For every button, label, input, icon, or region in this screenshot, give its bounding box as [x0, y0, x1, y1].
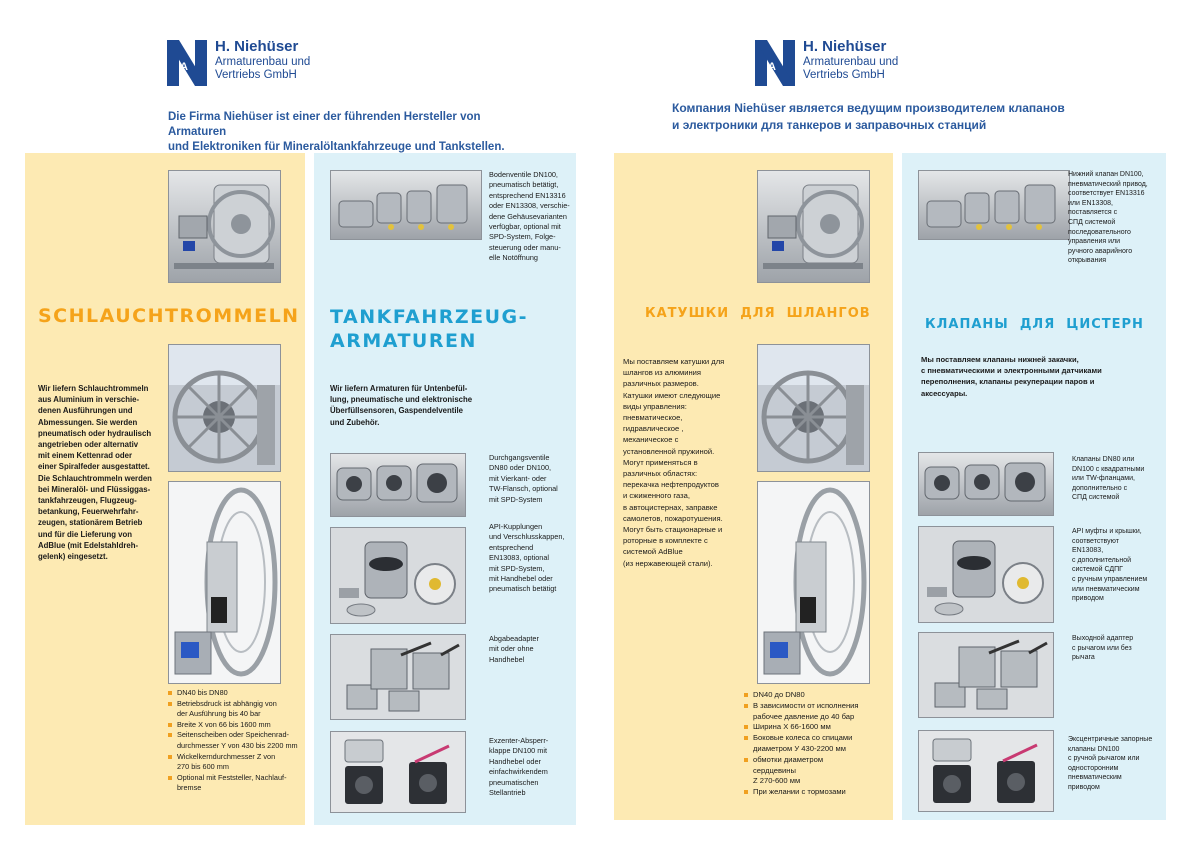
hose-reels-description: Wir liefern Schlauchtrommeln aus Aluminium in verschie- denen Ausführungen und Abmessungen. Sie werden pneumatisch oder hydraulisch angetrieben oder alternativ mit einem Kettenrad oder einer Spiralfeder ausgestattet. Die Schlauchtrommeln werden bei Mineralöl- und Flüssiggas- tankfahrzeugen, Flugzeug- betankung, Feuerwehrfahr- zeugen, stationärem Betrieb und für die Lieferung von AdBlue (mit Edelstahldreh- gelenk) eingesetzt.: [38, 384, 152, 562]
list-item: Wickelkerndurchmesser Z von 270 bis 600 mm: [168, 752, 308, 773]
photo-delivery-adapter: [330, 634, 466, 720]
item-bottom-valves-ru: Нижний клапан DN100, пневматический привод, соответствует EN13316 или EN13308, поставляется с СПД системой последовательного управления или ручного аварийного открывания: [1068, 171, 1148, 265]
photo-hose-reel-1: [757, 170, 870, 283]
photo-bottom-valves: [330, 170, 482, 240]
section-title-hose-reels-ru: КАТУШКИ ДЛЯ ШЛАНГОВ: [645, 306, 871, 321]
list-item: обмотки диаметром сердцевины Z 270-600 мм: [744, 755, 894, 787]
photo-through-valves: [330, 453, 466, 517]
item-delivery-adapter-ru: Выходной адаптер с рычагом или без рычага: [1072, 635, 1134, 662]
item-delivery-adapter: Abgabeadapter mit oder ohne Handhebel: [489, 634, 539, 664]
section-title-tank-valves-ru: КЛАПАНЫ ДЛЯ ЦИСТЕРН: [925, 317, 1144, 332]
photo-hose-reel-2: [757, 344, 870, 472]
company-logo: [167, 40, 337, 90]
company-logo-mark: [167, 40, 207, 86]
photo-hose-reel-3: [757, 481, 870, 684]
item-butterfly-valve-ru: Эксцентричные запорные клапаны DN100 с ручной рычагом или односторонним пневматическим приводом: [1068, 736, 1153, 791]
list-item: DN40 до DN80: [744, 690, 894, 701]
svg-text:A: A: [180, 61, 188, 73]
company-subtitle-1: Armaturenbau und: [215, 56, 311, 68]
photo-hose-reel-1: [168, 170, 281, 283]
hose-reels-specs-list-ru: [744, 690, 894, 798]
item-bottom-valves: Bodenventile DN100, pneumatisch betätigt, entsprechend EN13316 oder EN13308, verschie- dene Gehäusevarianten verfügbar, optional mit SPD-System, Folge- steuerung oder manu- elle Notöffnung: [489, 170, 570, 263]
photo-butterfly-valve: [330, 731, 466, 813]
company-subtitle-2: Vertriebs GmbH: [803, 69, 885, 81]
list-item: Ширина Х 66-1600 мм: [744, 722, 894, 733]
company-name: H. Niehüser: [803, 38, 887, 55]
list-item: Breite X von 66 bis 1600 mm: [168, 720, 308, 731]
list-item: В зависимости от исполнения рабочее давление до 40 бар: [744, 701, 894, 723]
list-item: Betriebsdruck ist abhängig von der Ausführung bis 40 bar: [168, 699, 308, 720]
company-subtitle-2: Vertriebs GmbH: [215, 69, 297, 81]
list-item: DN40 bis DN80: [168, 688, 308, 699]
hose-reels-specs-list: [168, 688, 308, 794]
company-name: H. Niehüser: [215, 38, 299, 55]
item-through-valves: Durchgangsventile DN80 oder DN100, mit Vierkant- oder TW-Flansch, optional mit SPD-System: [489, 453, 558, 504]
item-api-couplings-ru: API муфты и крышки, соответствуют EN13083, с дополнительной системой СДПГ с ручным управлением или пневматическим приводом: [1072, 528, 1148, 603]
page-headline-de: Die Firma Niehüser ist einer der führenden Hersteller von Armaturen und Elektroniken für Mineralöltankfahrzeuge und Tankstellen.: [168, 111, 505, 153]
list-item: Seitenscheiben oder Speichenrad- durchmesser Y von 430 bis 2200 mm: [168, 730, 308, 751]
company-logo-mark: [755, 40, 795, 86]
list-item: Optional mit Feststeller, Nachlauf- bremse: [168, 773, 308, 794]
item-through-valves-ru: Клапаны DN80 или DN100 с квадратными или TW-фланцами, дополнительно с СПД системой: [1072, 456, 1145, 502]
item-api-couplings: API-Kupplungen und Verschlusskappen, entsprechend EN13083, optional mit SPD-System, mit Handhebel oder pneumatisch betätigt: [489, 522, 565, 594]
item-butterfly-valve: Exzenter-Absperr- klappe DN100 mit Handhebel oder einfachwirkendem pneumatischen Stellantrieb: [489, 736, 549, 798]
photo-api-couplings: [330, 527, 466, 624]
tank-valves-intro-ru: Мы поставляем клапаны нижней закачки, с пневматическими и электронными датчиками переполнения, клапаны рекуперации паров и аксессуары.: [921, 355, 1102, 398]
photo-butterfly-valve: [918, 730, 1054, 812]
tank-fittings-intro: Wir liefern Armaturen für Untenbefül- lung, pneumatische und elektronische Überfüllsensoren, Gaspendelventile und Zubehör.: [330, 384, 473, 427]
section-title-hose-reels: SCHLAUCHTROMMELN: [38, 305, 300, 327]
photo-through-valves: [918, 452, 1054, 516]
list-item: Боковые колеса со спицами диаметром У 430-2200 мм: [744, 733, 894, 755]
svg-text:A: A: [768, 61, 776, 73]
section-title-tank-fittings: TANKFAHRZEUG- ARMATUREN: [330, 306, 529, 352]
company-subtitle-1: Armaturenbau und: [803, 56, 899, 68]
list-item: При желании с тормозами: [744, 787, 894, 798]
photo-hose-reel-3: [168, 481, 281, 684]
photo-api-couplings: [918, 526, 1054, 623]
photo-delivery-adapter: [918, 632, 1054, 718]
photo-hose-reel-2: [168, 344, 281, 472]
hose-reels-description-ru: Мы поставляем катушки для шлангов из алюминия различных размеров. Катушки имеют следующие виды управления: пневматическое, гидравлическое , механическое с установленной пружиной. Могут применяться в различных областях: перекачка нефтепродуктов и сжиженного газа, в автоцистернах, заправке самолетов, пожаротушения. Могут быть стационарные и роторные в комплекте с системой AdBlue (из нержавеющей стали).: [623, 357, 725, 568]
company-logo-ru: [755, 40, 925, 90]
photo-bottom-valves: [918, 170, 1070, 240]
page-headline-ru: Компания Niehüser является ведущим производителем клапанов и электроники для танкеров и заправочных станций: [672, 101, 1065, 132]
